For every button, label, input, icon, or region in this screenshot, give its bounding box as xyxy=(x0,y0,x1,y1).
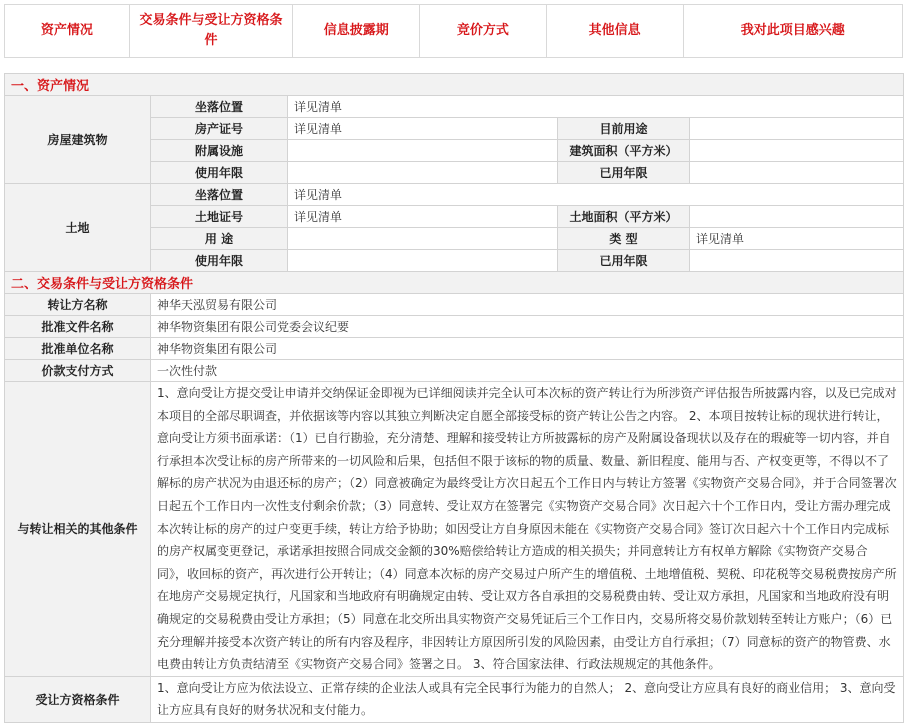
section-title: 一、资产情况 xyxy=(5,74,904,96)
section-title: 二、交易条件与受让方资格条件 xyxy=(5,272,904,294)
field-label: 使用年限 xyxy=(151,250,288,272)
table-row xyxy=(5,184,904,206)
tab-asset-info[interactable]: 资产情况 xyxy=(5,5,130,57)
table-row xyxy=(5,316,904,338)
field-value: 神华物资集团有限公司 xyxy=(151,338,904,360)
field-label: 价款支付方式 xyxy=(5,360,151,382)
field-value: 详见清单 xyxy=(288,184,904,206)
field-label: 坐落位置 xyxy=(151,184,288,206)
field-label: 土地证号 xyxy=(151,206,288,228)
field-value: 一次性付款 xyxy=(151,360,904,382)
field-value: 神华物资集团有限公司党委会议纪要 xyxy=(151,316,904,338)
field-value xyxy=(288,250,558,272)
field-value: 详见清单 xyxy=(288,206,558,228)
table-row xyxy=(5,294,904,316)
field-label: 房产证号 xyxy=(151,118,288,140)
field-label: 建筑面积（平方米） xyxy=(558,140,690,162)
table-row xyxy=(5,96,904,118)
field-value xyxy=(690,118,904,140)
tab-bar xyxy=(4,4,903,58)
tab-interested[interactable]: 我对此项目感兴趣 xyxy=(684,5,903,57)
qualification-text: 1、意向受让方应为依法设立、正常存续的企业法人或具有完全民事行为能力的自然人； 2、意向受让方应具有良好的商业信用； 3、意向受让方应具有良好的财务状况和支付能力。 xyxy=(151,676,904,722)
field-value: 神华天泓贸易有限公司 xyxy=(151,294,904,316)
field-label: 受让方资格条件 xyxy=(5,676,151,722)
field-value xyxy=(288,162,558,184)
field-label: 批准单位名称 xyxy=(5,338,151,360)
group-label-land: 土地 xyxy=(5,184,151,272)
section-header-trade xyxy=(5,272,904,294)
table-row xyxy=(5,360,904,382)
tab-bidding-method[interactable]: 竞价方式 xyxy=(420,5,547,57)
field-value xyxy=(288,228,558,250)
field-label: 使用年限 xyxy=(151,162,288,184)
field-value: 详见清单 xyxy=(288,118,558,140)
field-label: 已用年限 xyxy=(558,250,690,272)
group-label-house: 房屋建筑物 xyxy=(5,96,151,184)
tab-other-info[interactable]: 其他信息 xyxy=(547,5,684,57)
field-label: 与转让相关的其他条件 xyxy=(5,382,151,677)
table-row xyxy=(5,338,904,360)
field-label: 用 途 xyxy=(151,228,288,250)
tab-trade-conditions[interactable]: 交易条件与受让方资格条件 xyxy=(130,5,294,57)
field-label: 坐落位置 xyxy=(151,96,288,118)
asset-detail-table xyxy=(4,73,904,723)
field-value: 详见清单 xyxy=(288,96,904,118)
section-header-asset xyxy=(5,74,904,96)
field-label: 类 型 xyxy=(558,228,690,250)
field-value xyxy=(690,250,904,272)
field-value: 详见清单 xyxy=(690,228,904,250)
field-label: 目前用途 xyxy=(558,118,690,140)
field-value xyxy=(288,140,558,162)
field-label: 已用年限 xyxy=(558,162,690,184)
field-value xyxy=(690,140,904,162)
table-row xyxy=(5,382,904,677)
field-label: 附属设施 xyxy=(151,140,288,162)
field-label: 批准文件名称 xyxy=(5,316,151,338)
table-row xyxy=(5,676,904,722)
field-value xyxy=(690,162,904,184)
field-value xyxy=(690,206,904,228)
field-label: 转让方名称 xyxy=(5,294,151,316)
other-conditions-text: 1、意向受让方提交受让申请并交纳保证金即视为已详细阅读并完全认可本次标的资产转让行为所涉资产评估报告所披露内容，以及已完成对本项目的全部尽职调查，并依据该等内容以其独立判断决定自愿全部接受标的资产转让公告之内容。 2、本项目按转让标的现状进行转让，意向受让方须书面承诺：（1）已自行勘验，充分清楚、理解和接受转让方所披露标的房产及附属设备现状以及存在的瑕疵等一切内容，并自行承担本次受让标的房产所带来的一切风险和后果，包括但不限于该标的物的质量、数量、新旧程度、能用与否、产权变更等，不得以不了解标的房产状况为由退还标的房产；（2）同意被确定为最终受让方次日起五个工作日内与转让方签署《实物资产交易合同》，并于合同签署次日起五个工作日内一次性支付剩余价款；（3）同意转、受让双方在签署完《实物资产交易合同》次日起六十个工作日内，受让方需办理完成本次转让标的房产的过户变更手续，转让方给予协助；如因受让方自身原因未能在《实物资产交易合同》签订次日起六十个工作日内完成标的房产权属变更登记，承诺承担按照合同成交金额的30%赔偿给转让方造成的相关损失；并同意转让方有权单方解除《实物资产交易合同》，收回标的资产，再次进行公开转让；（4）同意本次标的房产交易过户所产生的增值税、土地增值税、契税、印花税等交易税费按房产所在地房产交易规定执行，凡国家和当地政府有明确规定由转、受让双方各自承担的交易税费由转、受让双方承担，凡国家和当地政府没有明确规定的交易税费由受让方承担；（5）同意在北交所出具实物资产交易凭证后三个工作日内，交易所将交易价款划转至转让方账户；（6）已充分理解并接受本次资产转让的所有内容及程序，非因转让方原因所引发的风险因素，由受让方自行承担；（7）同意标的资产的物管费、水电费由转让方负责结清至《实物资产交易合同》签署之日。 3、符合国家法律、行政法规规定的其他条件。 xyxy=(151,382,904,677)
tab-disclosure-period[interactable]: 信息披露期 xyxy=(293,5,420,57)
field-label: 土地面积（平方米） xyxy=(558,206,690,228)
